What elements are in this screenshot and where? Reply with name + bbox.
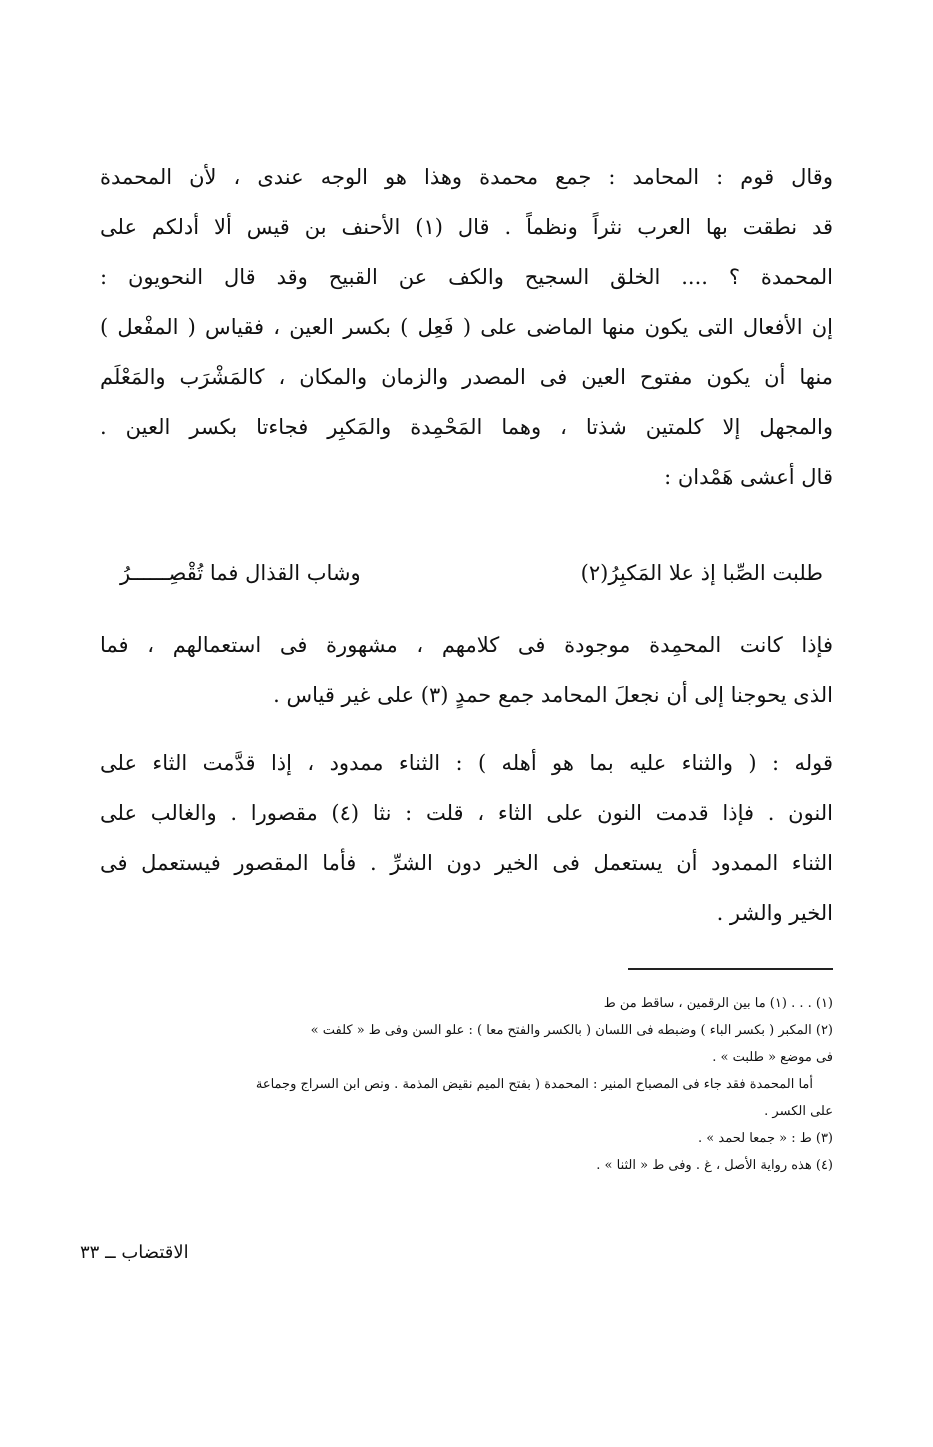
- text-line: قد نطقت بها العرب نثراً ونظماً . قال (١) الأحنف بن قيس ألا أدلكم على: [100, 215, 833, 239]
- footnote-2-note-continuation: على الكسر .: [764, 1104, 833, 1119]
- text-line: والمجهل إلا كلمتين شذتا ، وهما المَحْمِدة والمَكبِر فجاءتا بكسر العين .: [100, 415, 833, 439]
- footnote-4: (٤) هذه رواية الأصل ، غ . وفى ط « الثنا » .: [596, 1158, 833, 1173]
- verse-hemistich-second: وشاب القذال فما تُقْصِــــــرُ: [120, 561, 361, 585]
- footnote-2: (٢) المكبر ( بكسر الباء ) وضبطه فى اللسان ( بالكسر والفتح معا ) : علو السن وفى ط « كلفت »: [310, 1023, 833, 1038]
- poetry-verse: [120, 548, 823, 598]
- footnote-1: (١) . . . (١) ما بين الرقمين ، ساقط من ط: [603, 996, 833, 1011]
- text-line: الخير والشر .: [716, 901, 833, 925]
- text-line: إن الأفعال التى يكون منها الماضى على ( فَعِل ) بكسر العين ، فقياس ( المفْعل ): [100, 315, 833, 339]
- text-line: قال أعشى هَمْدان :: [664, 465, 833, 489]
- text-line: منها أن يكون مفتوح العين فى المصدر والزمان والمكان ، كالمَشْرَب والمَعْلَم: [100, 365, 833, 389]
- footnote-2-note: أما المحمدة فقد جاء فى المصباح المنير : المحمدة ( بفتح الميم نقيض المذمة . ونص ابن السراج وجماعة: [255, 1077, 813, 1092]
- text-line: النون . فإذا قدمت النون على الثاء ، قلت : نثا (٤) مقصورا . والغالب على: [100, 801, 833, 825]
- paragraph-thana: [100, 738, 833, 938]
- page-footer: الاقتضاب ــ ٣٣: [80, 1242, 189, 1263]
- text-line: قوله : ( والثناء عليه بما هو أهله ) : الثناء ممدود ، إذا قدَّمت الثاء على: [100, 751, 833, 775]
- text-line: الذى يحوجنا إلى أن نجعلَ المحامد جمع حمدٍ (٣) على غير قياس .: [273, 683, 833, 707]
- text-line: وقال قوم : المحامد : جمع محمدة وهذا هو الوجه عندى ، لأن المحمدة: [100, 165, 833, 189]
- verse-hemistich-first: طلبت الصِّبا إذ علا المَكبِرُ(٢): [580, 561, 823, 585]
- footnote-2-continuation: فى موضع « طلبت » .: [712, 1050, 833, 1065]
- text-line: الثناء الممدود أن يستعمل فى الخير دون الشرِّ . فأما المقصور فيستعمل فى: [100, 851, 833, 875]
- footnotes: [100, 990, 833, 1179]
- footnote-3: (٣) ط : « جمعا لحمد » .: [698, 1131, 833, 1146]
- footnote-divider: [628, 968, 833, 970]
- text-line: فإذا كانت المحمِدة موجودة فى كلامهم ، مشهورة فى استعمالهم ، فما: [100, 633, 833, 657]
- paragraph-mahamid: [100, 152, 833, 502]
- text-line: المحمدة ؟ .... الخلق السجيح والكف عن القبيح وقد قال النحويون :: [100, 265, 833, 289]
- paragraph-mahmida: [100, 620, 833, 720]
